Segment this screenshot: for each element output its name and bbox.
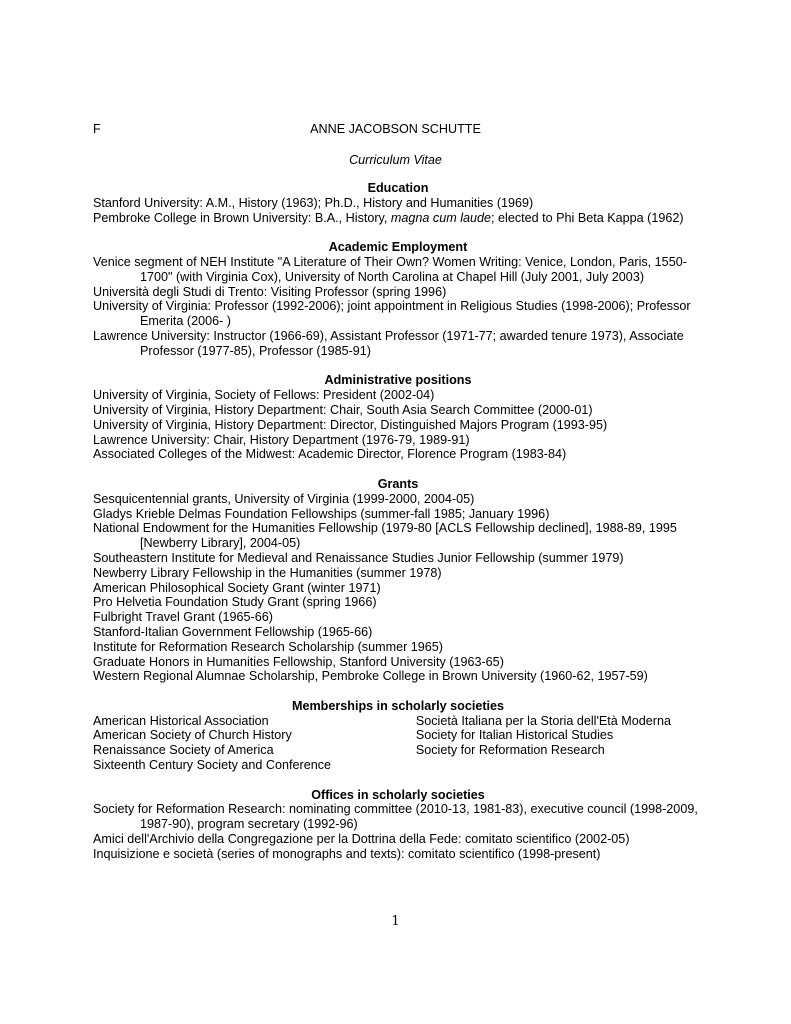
grants-heading: Grants <box>377 476 419 491</box>
grant-entry: Fulbright Travel Grant (1965-66) <box>93 610 273 625</box>
grant-entry: Stanford-Italian Government Fellowship (1965-66) <box>93 624 373 639</box>
education-entry: Stanford University: A.M., History (1963); Ph.D., History and Humanities (1969) <box>93 195 534 210</box>
grant-entry: Graduate Honors in Humanities Fellowship, Stanford University (1963-65) <box>93 654 504 669</box>
employment-section <box>93 240 703 358</box>
page-number: 1 <box>391 914 400 929</box>
membership-item: American Historical Association <box>93 713 269 728</box>
grants-section <box>93 477 703 684</box>
administrative-entry: University of Virginia, History Department: Director, Distinguished Majors Program (1993-95) <box>93 417 608 432</box>
memberships-right-column <box>416 714 703 773</box>
membership-item: Society for Italian Historical Studies <box>415 728 614 743</box>
employment-entry: Lawrence University: Instructor (1966-69), Assistant Professor (1971-77; awarded tenure 1973), Associate Professor (1977-85), Professor (1985-91) <box>93 328 684 358</box>
office-entry: Society for Reformation Research: nominating committee (2010-13, 1981-83), executive council (1998-2009, 1987-90), program secretary (1992-96) <box>93 802 698 832</box>
membership-item: American Society of Church History <box>93 728 292 743</box>
administrative-entry: University of Virginia, History Department: Chair, South Asia Search Committee (2000-01) <box>93 402 593 417</box>
grant-entry: Institute for Reformation Research Scholarship (summer 1965) <box>93 639 443 654</box>
memberships-heading: Memberships in scholarly societies <box>291 698 505 713</box>
employment-entry: Università degli Studi di Trento: Visiting Professor (spring 1996) <box>93 284 447 299</box>
cv-content <box>93 181 703 876</box>
grant-entry: American Philosophical Society Grant (winter 1971) <box>93 580 381 595</box>
grant-entry: Sesquicentennial grants, University of Virginia (1999-2000, 2004-05) <box>93 491 475 506</box>
memberships-left-column <box>93 714 416 773</box>
membership-item: Società Italiana per la Storia dell'Età Moderna <box>415 713 671 728</box>
grant-entry: Gladys Krieble Delmas Foundation Fellowships (summer-fall 1985; January 1996) <box>93 506 550 521</box>
offices-section <box>93 788 703 862</box>
membership-item: Sixteenth Century Society and Conference <box>93 758 332 773</box>
cv-name: ANNE JACOBSON SCHUTTE <box>310 122 481 136</box>
membership-item: Renaissance Society of America <box>93 743 274 758</box>
memberships-section <box>93 699 703 773</box>
membership-item: Society for Reformation Research <box>415 743 605 758</box>
administrative-entry: University of Virginia, Society of Fellows: President (2002-04) <box>93 388 435 403</box>
grant-entry: Pro Helvetia Foundation Study Grant (spring 1966) <box>93 595 377 610</box>
grant-entry: Southeastern Institute for Medieval and Renaissance Studies Junior Fellowship (summer 1979) <box>93 550 624 565</box>
grant-entry: National Endowment for the Humanities Fellowship (1979-80 [ACLS Fellowship declined], 1988-89, 1995 [Newberry Library], 2004-05) <box>93 521 677 551</box>
entry-text: ; elected to Phi Beta Kappa (1962) <box>491 210 684 225</box>
office-entry: Inquisizione e società (series of monographs and texts): comitato scientifico (1998-present) <box>93 846 601 861</box>
education-section <box>93 181 703 225</box>
entry-text: Pembroke College in Brown University: B.A., History, <box>93 210 391 225</box>
employment-heading: Academic Employment <box>328 240 468 255</box>
administrative-entry: Associated Colleges of the Midwest: Academic Director, Florence Program (1983-84) <box>93 447 567 462</box>
cv-subtitle: Curriculum Vitae <box>349 153 442 167</box>
grant-entry: Western Regional Alumnae Scholarship, Pembroke College in Brown University (1960-62, 1957-59) <box>93 669 648 684</box>
administrative-section <box>93 373 703 462</box>
grant-entry: Newberry Library Fellowship in the Humanities (summer 1978) <box>93 565 442 580</box>
employment-entry: Venice segment of NEH Institute "A Literature of Their Own? Women Writing: Venice, London, Paris, 1550-1700" (with Virginia Cox), University of North Carolina at Chapel Hill (July 2001, July 2003) <box>93 254 687 284</box>
memberships-columns <box>93 714 703 773</box>
education-heading: Education <box>367 181 429 195</box>
entry-emphasis: magna cum laude <box>390 210 492 225</box>
education-entry <box>93 211 703 226</box>
office-entry: Amici dell'Archivio della Congregazione per la Dottrina della Fede: comitato scientifico (2002-05) <box>93 832 630 847</box>
administrative-entry: Lawrence University: Chair, History Department (1976-79, 1989-91) <box>93 432 470 447</box>
header-mark: F <box>93 122 101 136</box>
employment-entry: University of Virginia: Professor (1992-2006); joint appointment in Religious Studies (1998-2006); Professor Emerita (2006- ) <box>93 299 691 329</box>
administrative-heading: Administrative positions <box>324 373 472 388</box>
offices-heading: Offices in scholarly societies <box>311 787 485 802</box>
